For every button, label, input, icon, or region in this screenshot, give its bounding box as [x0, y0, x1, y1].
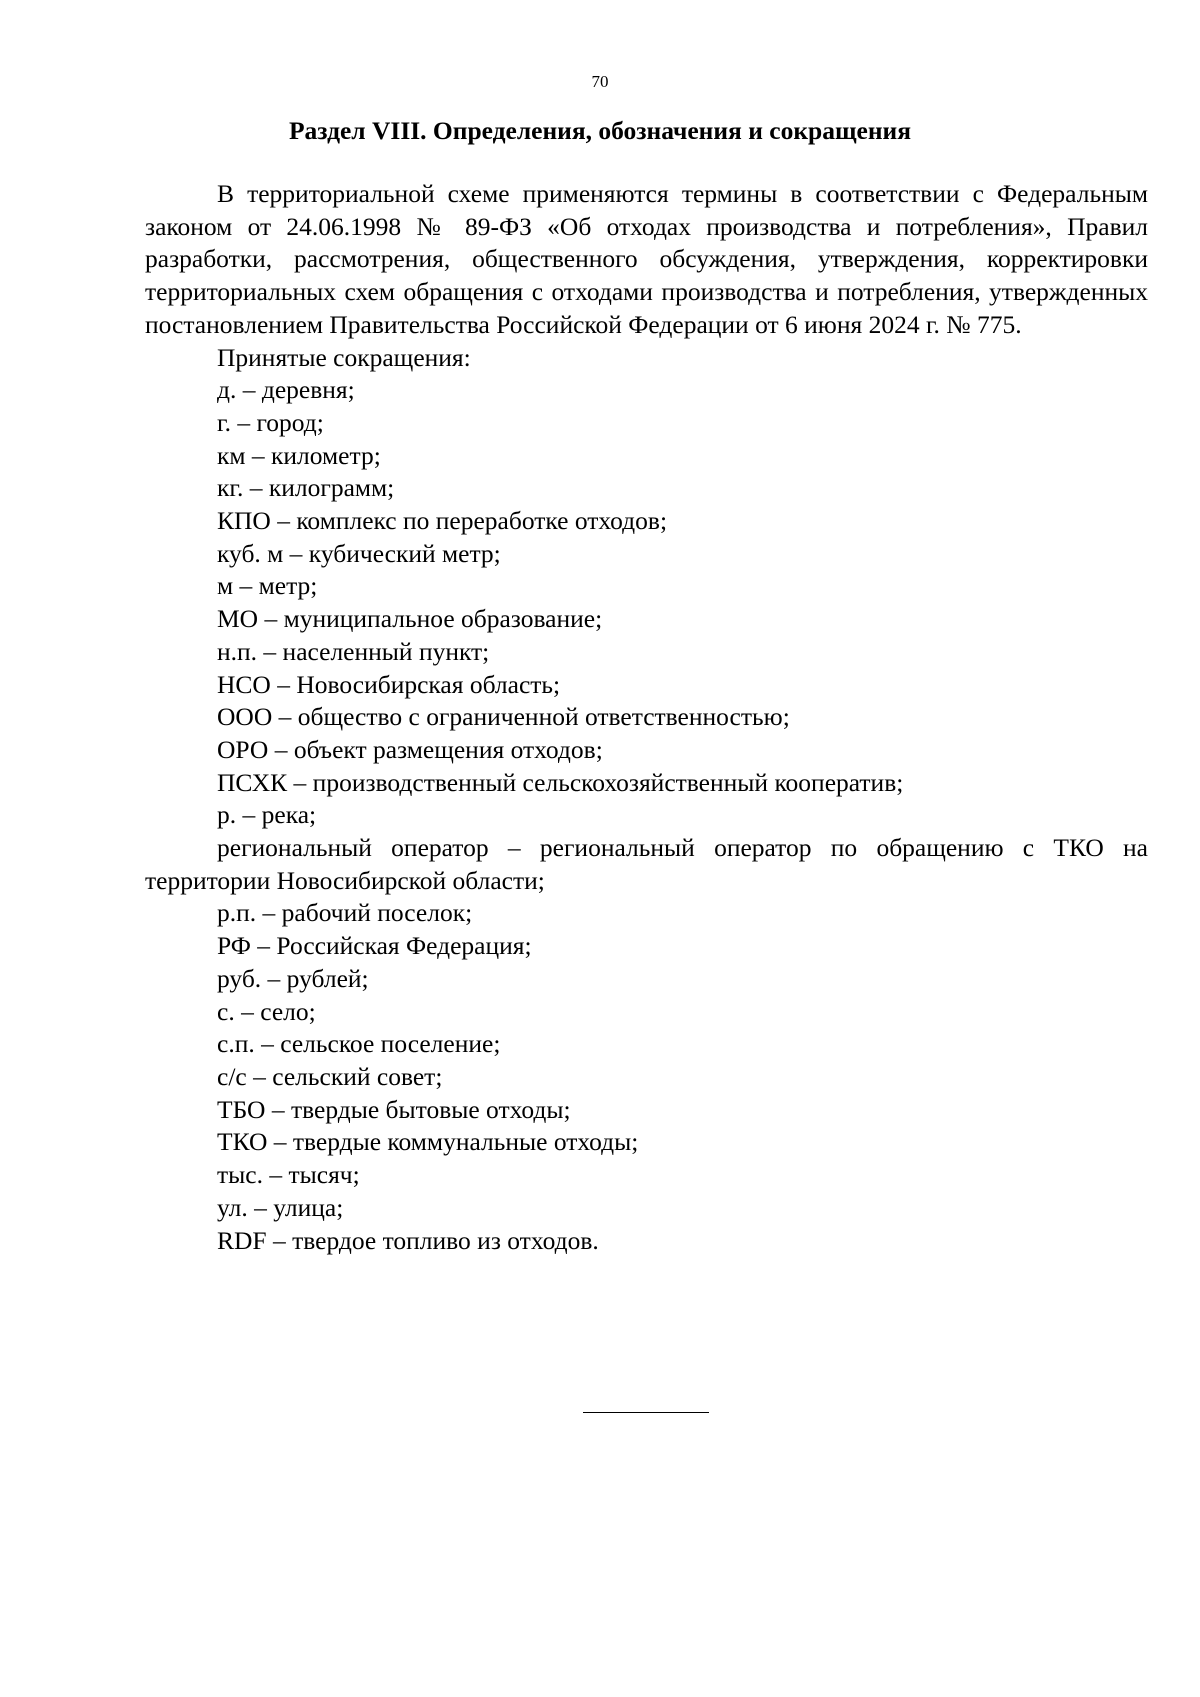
list-item: RDF – твердое топливо из отходов. [217, 1225, 599, 1255]
list-item: м – метр; [217, 571, 318, 601]
list-item: ул. – улица; [217, 1192, 344, 1222]
list-item: региональный оператор – региональный оператор по обращению с ТКО на территории Новосибирской области; [145, 833, 1148, 895]
section-title: Раздел VIII. Определения, обозначения и сокращения [288, 116, 912, 145]
list-item: км – километр; [217, 440, 381, 470]
list-item: ООО – общество с ограниченной ответственностью; [217, 702, 790, 732]
list-item: тыс. – тысяч; [217, 1160, 360, 1190]
page-number: 70 [591, 72, 609, 91]
list-item: д. – деревня; [217, 375, 355, 405]
list-item: руб. – рублей; [217, 963, 369, 993]
intro-paragraph: В территориальной схеме применяются термины в соответствии с Федеральным законом от 24.06.1998 № 89-ФЗ «Об отходах производства и потребления», Правил разработки, рассмотрения, общественного обсуждения, утверждения, корректировки территориальных схем обращения с отходами производства и потребления, утвержденных постановлением Правительства Российской Федерации от 6 июня 2024 г. № 775. [145, 179, 1148, 339]
list-item: р.п. – рабочий поселок; [217, 898, 473, 928]
abbreviations-heading: Принятые сокращения: [217, 342, 471, 372]
list-item: р. – река; [217, 800, 317, 830]
list-item: г. – город; [217, 407, 324, 437]
list-item: н.п. – населенный пункт; [217, 636, 490, 666]
list-item: ТКО – твердые коммунальные отходы; [217, 1127, 639, 1157]
list-item: ТБО – твердые бытовые отходы; [217, 1094, 571, 1124]
list-item: РФ – Российская Федерация; [217, 931, 532, 961]
abbreviations-list [145, 374, 1148, 1257]
list-item: НСО – Новосибирская область; [217, 669, 561, 699]
list-item: с/с – сельский совет; [217, 1061, 443, 1091]
list-item: кг. – килограмм; [217, 473, 395, 503]
list-item: ОРО – объект размещения отходов; [217, 734, 603, 764]
list-item: МО – муниципальное образование; [217, 604, 603, 634]
list-item: с.п. – сельское поселение; [217, 1029, 501, 1059]
list-item: КПО – комплекс по переработке отходов; [217, 506, 668, 536]
list-item: с. – село; [217, 996, 316, 1026]
list-item: ПСХК – производственный сельскохозяйственный кооператив; [217, 767, 904, 797]
document-body [145, 178, 1148, 1257]
end-divider [583, 1412, 709, 1413]
list-item: куб. м – кубический метр; [217, 538, 501, 568]
